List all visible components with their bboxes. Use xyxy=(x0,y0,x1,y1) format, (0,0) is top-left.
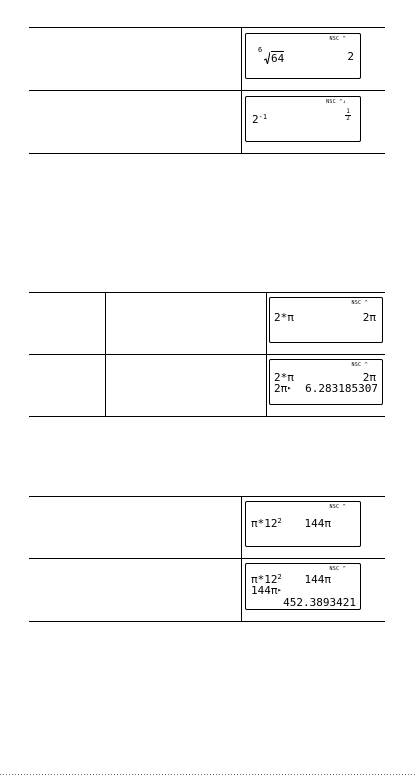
table2-middle-rule xyxy=(29,354,385,355)
status-indicators: NSC ^ xyxy=(351,362,368,368)
decimal-result: 452.3893421 xyxy=(283,596,356,609)
exponent: 2 xyxy=(277,517,282,525)
convert-arrow-icon: ▸ xyxy=(287,384,292,392)
expression-left: 2*π xyxy=(274,311,294,324)
expression-left: $\pi*12^2$ xyxy=(251,517,282,530)
table3-column-divider xyxy=(241,496,242,622)
fraction-denominator: 2 xyxy=(346,115,350,122)
conversion-left: 144π▸ xyxy=(251,584,282,597)
conversion-left: 2π▸ xyxy=(274,382,292,395)
status-indicators: NSC ^↓ xyxy=(326,99,346,105)
table1-middle-rule xyxy=(29,90,385,91)
result-right: 144π xyxy=(304,573,331,586)
table1-column-divider xyxy=(241,27,242,154)
table1-bottom-rule xyxy=(29,153,385,154)
expression-left: 2*π xyxy=(274,371,294,384)
decimal-result: 6.283185307 xyxy=(305,382,378,395)
table3-bottom-rule xyxy=(29,621,385,622)
exponent: 2 xyxy=(277,573,282,581)
table2-top-rule xyxy=(29,292,385,293)
expression-exponent: -1 xyxy=(258,113,268,121)
calculator-screen-pi-times-square-decimal xyxy=(245,563,361,610)
calculator-screen-negative-exponent xyxy=(245,96,361,142)
calculator-screen-root xyxy=(245,33,361,79)
fraction-numerator: 1 xyxy=(346,108,350,115)
expression-base: 2 xyxy=(252,113,259,126)
radicand: 64 xyxy=(271,52,285,65)
expression xyxy=(252,114,267,127)
status-indicators: NSC ^ xyxy=(329,504,346,510)
table2-column-divider-2 xyxy=(266,292,267,417)
calculator-screen-two-pi xyxy=(269,297,383,343)
status-indicators: NSC ^ xyxy=(329,36,346,42)
fraction-result xyxy=(345,109,351,122)
result-right: 2π xyxy=(362,371,376,384)
page-bottom-edge xyxy=(0,774,415,775)
calculator-screen-pi-times-square xyxy=(245,501,361,547)
table2-column-divider-1 xyxy=(105,292,106,417)
table3-top-rule xyxy=(29,496,385,497)
result-right: 144π xyxy=(304,517,331,530)
convert-arrow-icon: ▸ xyxy=(277,586,282,594)
radical-sign-icon xyxy=(264,52,270,64)
status-indicators: NSC ^ xyxy=(351,300,368,306)
table1-top-rule xyxy=(29,27,385,28)
table3-middle-rule xyxy=(29,558,385,559)
result-right: 2π xyxy=(362,311,376,324)
calculator-screen-two-pi-decimal xyxy=(269,359,383,405)
status-indicators: NSC ^ xyxy=(329,566,346,572)
expression-left: $\pi*12^2$ xyxy=(251,573,282,586)
root-index: 6 xyxy=(258,46,263,54)
table2-bottom-rule xyxy=(29,416,385,417)
result-value: 2 xyxy=(347,50,354,63)
